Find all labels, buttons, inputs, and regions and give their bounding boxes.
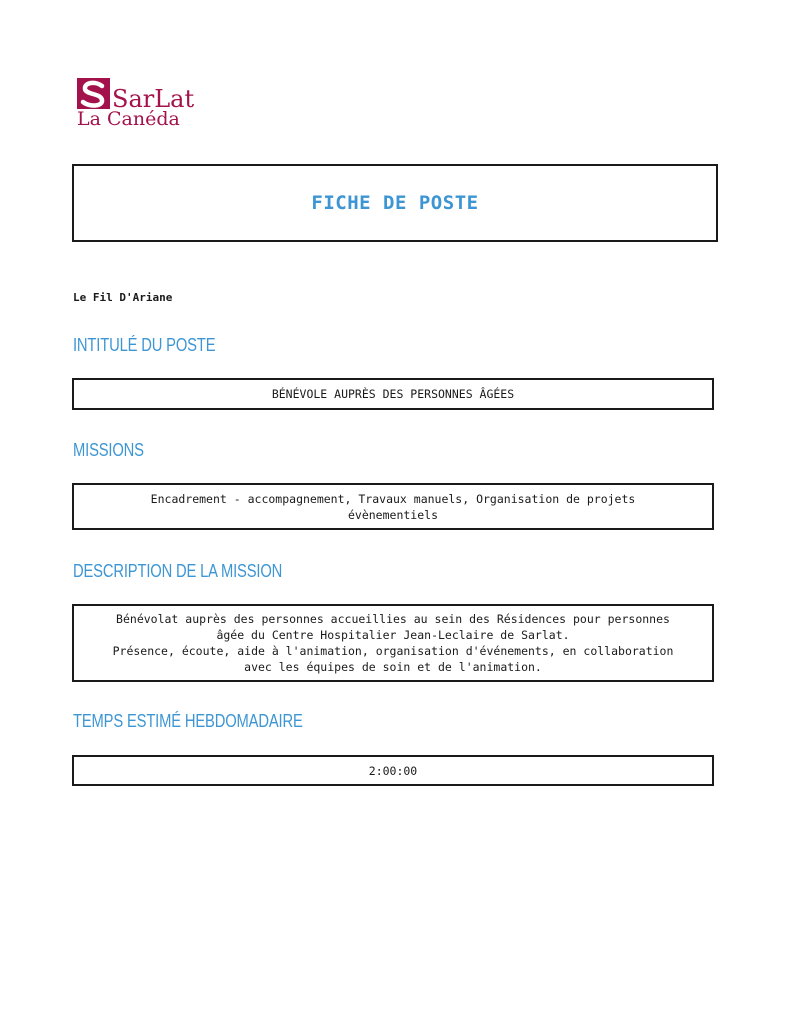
logo [77,76,207,132]
description-line: avec les équipes de soin et de l'animation. [244,660,542,674]
page-title: FICHE DE POSTE [311,192,479,214]
field-temps [72,755,714,786]
heading-missions: MISSIONS [73,440,144,460]
field-description [72,604,714,682]
title-box [72,164,718,242]
logo-line1: SarLat [112,85,195,113]
description-line: Bénévolat auprès des personnes accueillies au sein des Résidences pour personnes [116,612,670,626]
heading-temps: TEMPS ESTIMÉ HEBDOMADAIRE [73,711,303,731]
heading-description: DESCRIPTION DE LA MISSION [73,561,283,581]
field-intitule-value: BÉNÉVOLE AUPRÈS DES PERSONNES ÂGÉES [271,387,515,401]
missions-line: Encadrement - accompagnement, Travaux manuels, Organisation de projets [150,491,636,506]
missions-line: évènementiels [347,507,438,522]
field-temps-value: 2:00:00 [368,763,418,778]
organization-name: Le Fil D'Ariane [73,291,173,304]
logo-line2: La Canéda [77,108,180,130]
field-intitule [72,378,714,410]
description-line: Présence, écoute, aide à l'animation, organisation d'événements, en collaboration [112,644,674,658]
field-missions [72,483,714,530]
heading-intitule: INTITULÉ DU POSTE [73,335,216,355]
description-line: âgée du Centre Hospitalier Jean-Leclaire de Sarlat. [216,628,570,642]
